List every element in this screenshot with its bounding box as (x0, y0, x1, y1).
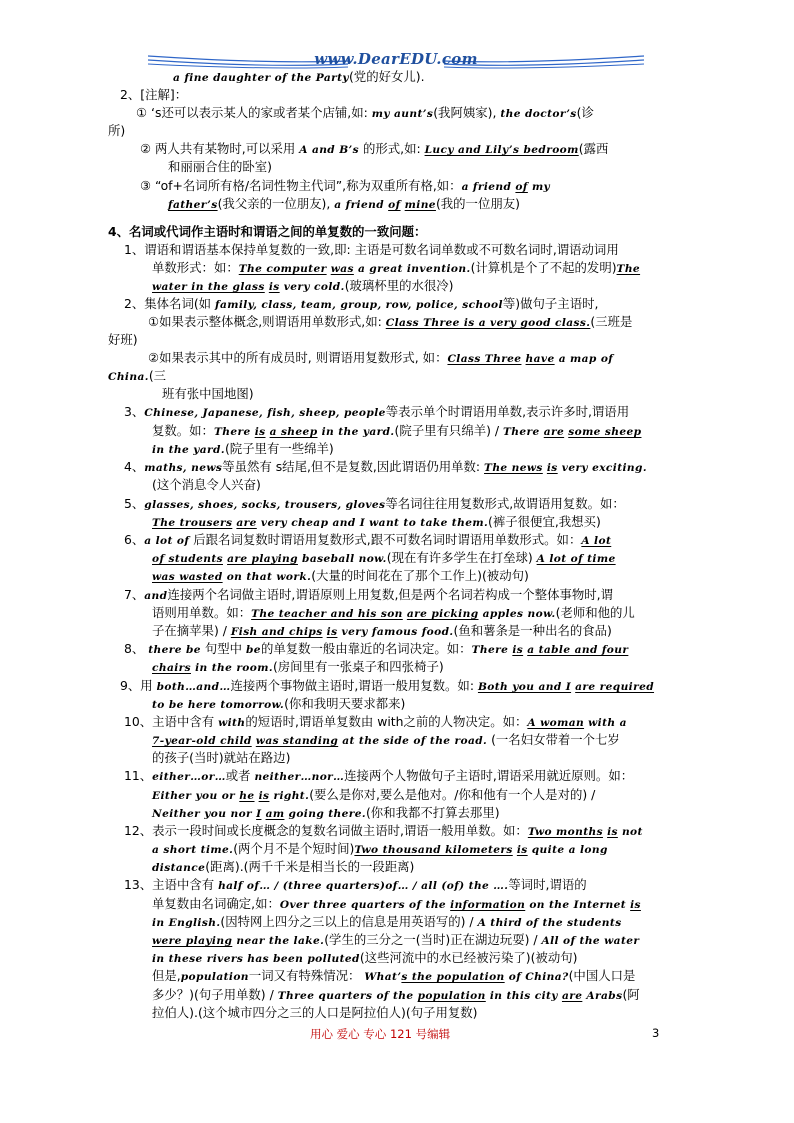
text-line (124, 496, 625, 513)
text-segment: (这些河流中的水已经被污染了)(被动句) (359, 950, 578, 965)
text-segment: be (245, 644, 261, 656)
text-segment: distance (152, 862, 206, 874)
text-segment: ①如果表示整体概念,则谓语用单数形式,如: (148, 314, 386, 329)
text-line (152, 477, 261, 493)
text-segment: 8、 (124, 641, 149, 656)
text-segment: There (213, 426, 255, 438)
text-segment: 的形式,如: (359, 141, 425, 156)
text-segment: 7-year-old child (152, 735, 252, 747)
footer-editor-note: 用心 爱心 专心 121 号编辑 (310, 1027, 451, 1041)
text-segment: 语则用单数。如： (152, 605, 252, 620)
text-segment: in this city (485, 990, 562, 1002)
text-segment: 等虽然有 s结尾,但不是复数,因此谓语仍用单数: (222, 459, 485, 474)
text-segment: 4、名词或代词作主语时和谓语之间的单复数的一致问题： (108, 224, 427, 239)
text-segment: A woman (527, 717, 585, 729)
text-segment: are required (575, 681, 655, 693)
text-segment: (大量的时间花在了那个工作上)(被动句) (311, 568, 529, 583)
text-segment: Three quarters of the (277, 990, 418, 1002)
text-line (168, 196, 520, 213)
text-line (152, 568, 529, 585)
text-segment: (阿 (622, 987, 640, 1002)
text-segment: 后跟名词复数时谓语用复数形式,跟不可数名词时谓语用单数形式。如： (189, 532, 582, 547)
text-segment: very cheap and I want to take them. (256, 517, 489, 529)
text-segment: (现在有许多学生在打垒球) (386, 550, 537, 565)
text-segment: is (268, 281, 280, 293)
text-segment: 12、表示一段时间或长度概念的复数名词做主语时,谓语一般用单数。如： (124, 823, 528, 838)
text-line (152, 441, 334, 458)
text-segment: a friend (334, 199, 389, 211)
text-segment: ②如果表示其中的所有成员时, 则谓语用复数形式, 如： (148, 350, 448, 365)
text-segment: 所) (108, 123, 126, 138)
text-segment: is (516, 844, 528, 856)
text-segment: either…or… (152, 771, 226, 783)
text-segment: is (546, 462, 558, 474)
text-line (140, 178, 550, 195)
text-segment: 单数形式：如： (152, 260, 239, 275)
text-segment: (距离).(两千千米是相当长的一段距离) (205, 859, 415, 874)
text-line (152, 859, 414, 876)
text-segment: is (326, 626, 338, 638)
text-segment: A lot (581, 535, 612, 547)
text-segment: he (239, 790, 255, 802)
text-line (124, 404, 629, 421)
text-segment: (要么是你对,要么是他对。/你和他有一个人是对的) / (309, 787, 596, 802)
text-segment: 2、 (120, 87, 141, 102)
text-line (136, 105, 594, 122)
text-segment: Both you and I (477, 681, 572, 693)
text-segment: and (144, 590, 168, 602)
page-number: 3 (652, 1026, 660, 1040)
text-segment: with (218, 717, 246, 729)
text-segment: quite a long (527, 844, 608, 856)
text-segment: half of… / (three quarters)of… / all (of) the …. (218, 880, 509, 892)
text-segment: are picking (406, 608, 479, 620)
text-segment: 和丽丽合住的卧室) (168, 159, 272, 174)
text-line (124, 768, 633, 785)
text-segment: Either you or (152, 790, 240, 802)
text-segment: a great invention. (353, 263, 471, 275)
text-line (120, 678, 654, 695)
text-segment: have (525, 353, 555, 365)
text-segment: 11、 (124, 768, 153, 783)
text-segment: 连接两个人物做句子主语时,谓语采用就近原则。如： (344, 768, 634, 783)
text-segment: 4、 (124, 459, 145, 474)
text-segment: is (630, 899, 641, 911)
text-segment: (三班是 (590, 314, 633, 329)
text-segment: Arabs (582, 990, 623, 1002)
text-segment: 一词又有特殊情况： (248, 968, 365, 983)
text-segment: A and B’s (299, 144, 360, 156)
text-segment: ： (174, 87, 188, 102)
header-site-name: www.DearEDU.com (314, 50, 478, 68)
text-line (120, 87, 187, 103)
text-segment: neither…nor… (254, 771, 345, 783)
text-segment: near the lake. (232, 935, 325, 947)
text-segment: of students (152, 553, 223, 565)
text-segment: A third of the students (477, 917, 622, 929)
text-line (124, 587, 613, 604)
text-line (140, 141, 608, 158)
text-segment: Neither you nor (152, 808, 257, 820)
text-segment: (玻璃杯里的水很冷) (344, 278, 454, 293)
text-segment: right. (269, 790, 310, 802)
text-line (108, 224, 426, 240)
text-segment: The trousers (152, 517, 233, 529)
text-segment: (这个消息令人兴奋) (152, 477, 261, 492)
text-segment: very cold. (279, 281, 345, 293)
text-line (152, 514, 601, 531)
text-line (124, 823, 643, 840)
text-segment: going there. (284, 808, 366, 820)
text-segment: The news (484, 462, 543, 474)
text-line (124, 714, 627, 731)
text-segment: Class Three is a very good class. (385, 317, 591, 329)
text-segment: (院子里有一些绵羊) (224, 441, 334, 456)
text-line (152, 550, 616, 567)
text-segment: ② 两人共有某物时,可以采用 (140, 141, 300, 156)
text-segment: a table and four (527, 644, 629, 656)
text-segment: All of the water (541, 935, 640, 947)
text-segment: 连接两个名词做主语时,谓语原则上用复数,但是两个名词若构成一个整体事物时,谓 (167, 587, 613, 602)
text-segment: (我的一位朋友) (435, 196, 520, 211)
text-segment: 但是, (152, 968, 181, 983)
text-segment: (我父亲的一位朋友), (217, 196, 335, 211)
text-segment: 或者 (225, 768, 255, 783)
text-segment: apples now. (478, 608, 556, 620)
text-segment: 等词时,谓语的 (508, 877, 587, 892)
text-segment: 拉伯人).(这个城市四分之三的人口是阿拉伯人)(句子用复数) (152, 1005, 478, 1020)
text-line (152, 423, 641, 440)
text-segment: was standing (255, 735, 339, 747)
text-segment: are (236, 517, 257, 529)
text-segment: (我阿姨家), (433, 105, 501, 120)
text-segment: 等名词往往用复数形式,故谓语用复数。如： (385, 496, 625, 511)
text-line (152, 696, 405, 713)
text-segment: 班有张中国地图) (162, 386, 254, 401)
text-segment: (院子里有只绵羊) / (394, 423, 503, 438)
text-segment: at the side of the road. (338, 735, 488, 747)
text-segment: Class Three (447, 353, 522, 365)
text-line (108, 368, 166, 385)
text-segment: was (330, 263, 354, 275)
text-segment: 3、 (124, 404, 145, 419)
text-segment: (裤子很便宜,我想买) (488, 514, 601, 529)
text-segment: information (450, 899, 526, 911)
text-segment: [注解] (140, 87, 175, 102)
text-line (148, 314, 632, 331)
text-segment: very famous food. (337, 626, 454, 638)
text-line (152, 968, 635, 985)
text-segment: maths, news (144, 462, 223, 474)
text-segment: Chinese, Japanese, fish, sheep, people (144, 407, 386, 419)
text-segment: 复数。如： (152, 423, 214, 438)
text-segment: chairs (152, 662, 191, 674)
text-segment: There (471, 644, 513, 656)
text-segment: the doctor’s (500, 108, 577, 120)
text-segment: is (607, 826, 618, 838)
text-segment: s the population (401, 971, 505, 983)
text-segment: are (543, 426, 565, 438)
text-segment: 的孩子(当时)就站在路边) (152, 750, 291, 765)
text-segment: 13、主语中含有 (124, 877, 219, 892)
text-segment: a short time. (152, 844, 234, 856)
text-segment: on the Internet (525, 899, 631, 911)
text-segment: 2、集体名词(如 (124, 296, 215, 311)
text-segment: 好班) (108, 332, 138, 347)
text-segment: is (254, 426, 266, 438)
text-line (152, 932, 639, 949)
text-line (152, 841, 608, 858)
text-segment: both…and… (156, 681, 231, 693)
text-segment: 多少？)(句子用单数) / (152, 987, 278, 1002)
text-line (152, 787, 595, 804)
text-segment: 9、用 (120, 678, 157, 693)
text-segment: Over three quarters of the (279, 899, 451, 911)
text-line (173, 69, 425, 86)
text-segment: mine (404, 199, 436, 211)
text-segment: were playing (152, 935, 233, 947)
text-line (124, 641, 628, 658)
text-segment: The teacher and his son (251, 608, 403, 620)
text-segment: in the yard. (317, 426, 395, 438)
text-segment: 连接两个事物做主语时,谓语一般用复数。如: (230, 678, 478, 693)
text-line (108, 332, 138, 348)
text-segment: 等表示单个时谓语用单数,表示许多时,谓语用 (385, 404, 630, 419)
text-line (152, 732, 620, 749)
text-segment: in the yard. (152, 444, 225, 456)
text-segment: a sheep (269, 426, 318, 438)
text-line (152, 260, 640, 277)
text-segment: A lot of time (536, 553, 616, 565)
text-segment: ① ‘s还可以表示某人的家或者某个店铺,如: (136, 105, 372, 120)
text-segment: father’s (168, 199, 218, 211)
text-segment: Two months (527, 826, 603, 838)
text-segment: of (388, 199, 401, 211)
text-segment: 10、主语中含有 (124, 714, 219, 729)
text-segment: of (515, 181, 528, 193)
text-segment: of China? (504, 971, 569, 983)
text-segment: The computer (238, 263, 327, 275)
text-segment: 6、 (124, 532, 145, 547)
text-segment: baseball now. (297, 553, 387, 565)
text-segment: ③ “of+名词所有格/名词性物主代词”,称为双重所有格,如： (140, 178, 462, 193)
text-segment: my (527, 181, 551, 193)
text-segment: in the room. (191, 662, 273, 674)
text-segment: (三 (148, 368, 167, 383)
text-segment: there be (148, 644, 201, 656)
text-segment: (一名妇女带着一个七岁 (487, 732, 620, 747)
text-line (124, 242, 619, 258)
text-segment: in these rivers has been polluted (152, 953, 360, 965)
text-line (152, 278, 453, 295)
text-segment: family, class, team, group, row, police, school (215, 299, 503, 311)
text-segment: a fine daughter of the Party (173, 72, 349, 84)
text-segment: (你和我明天要求都来) (284, 696, 406, 711)
text-segment: on that work. (222, 571, 312, 583)
text-segment: The (616, 263, 641, 275)
text-segment: in English. (152, 917, 221, 929)
text-line (124, 532, 611, 549)
text-segment: 句型中 (200, 641, 246, 656)
text-segment: are (561, 990, 583, 1002)
text-line (152, 914, 622, 931)
text-segment: population (180, 971, 249, 983)
text-segment: glasses, shoes, socks, trousers, gloves (144, 499, 386, 511)
text-segment: (露西 (578, 141, 609, 156)
text-segment: with a (584, 717, 627, 729)
text-segment: 7、 (124, 587, 145, 602)
text-line (148, 350, 613, 367)
text-segment: very exciting. (557, 462, 647, 474)
text-line (124, 296, 598, 313)
text-segment: (中国人口是 (568, 968, 636, 983)
text-segment: 等)做句子主语时, (502, 296, 599, 311)
text-segment: population (417, 990, 486, 1002)
text-segment: What’ (364, 971, 402, 983)
text-segment: a map of (554, 353, 614, 365)
text-segment: water in the glass (152, 281, 265, 293)
text-segment: (因特网上四分之三以上的信息是用英语写的) / (220, 914, 478, 929)
text-segment: a lot of (144, 535, 190, 547)
text-segment: (计算机是个了不起的发明) (470, 260, 617, 275)
text-segment: my aunt’s (371, 108, 434, 120)
text-segment: 的单复数一般由靠近的名词决定。如： (260, 641, 472, 656)
text-segment: is (258, 790, 270, 802)
text-segment: am (265, 808, 285, 820)
text-line (124, 459, 647, 476)
text-line (152, 896, 641, 913)
text-segment: was wasted (152, 571, 223, 583)
text-line (162, 386, 254, 402)
text-line (152, 605, 635, 622)
text-segment: (鱼和薯条是一种出名的食品) (453, 623, 612, 638)
text-segment: some sheep (568, 426, 642, 438)
text-segment: 子在摘苹果) / (152, 623, 231, 638)
text-segment: not (617, 826, 643, 838)
text-segment: Fish and chips (230, 626, 323, 638)
text-line (108, 123, 125, 139)
page-footer (0, 1026, 794, 1042)
text-line (152, 659, 444, 676)
text-segment: Lucy and Lily’s bedroom (424, 144, 579, 156)
text-segment: (老师和他的儿 (555, 605, 635, 620)
text-segment: (你和我都不打算去那里) (365, 805, 500, 820)
text-line (152, 750, 290, 766)
text-segment: I (256, 808, 262, 820)
text-line (152, 987, 640, 1004)
text-segment: (房间里有一张桌子和四张椅子) (272, 659, 444, 674)
text-segment: a friend (461, 181, 516, 193)
text-line (152, 623, 612, 640)
text-segment: (党的好女儿). (348, 69, 425, 84)
text-segment: (两个月不是个短时间) (233, 841, 355, 856)
text-segment: (学生的三分之一(当时)正在湖边玩耍) / (324, 932, 542, 947)
text-segment: China. (108, 371, 149, 383)
text-line (152, 1005, 477, 1021)
text-line (152, 950, 577, 967)
text-segment: is (512, 644, 524, 656)
text-segment: There (503, 426, 544, 438)
text-segment: (诊 (576, 105, 594, 120)
text-segment: Two thousand kilometers (354, 844, 513, 856)
text-segment: 1、谓语和谓语基本保持单复数的一致,即: 主语是可数名词单数或不可数名词时,谓语动词用 (124, 242, 619, 257)
text-segment: to be here tomorrow. (152, 699, 285, 711)
text-line (168, 159, 272, 175)
text-segment: 单复数由名词确定,如： (152, 896, 280, 911)
text-line (152, 805, 500, 822)
text-segment: 5、 (124, 496, 145, 511)
text-segment: 的短语时,谓语单复数由 with之前的人物决定。如： (245, 714, 528, 729)
text-segment: are playing (227, 553, 298, 565)
text-line (124, 877, 587, 894)
